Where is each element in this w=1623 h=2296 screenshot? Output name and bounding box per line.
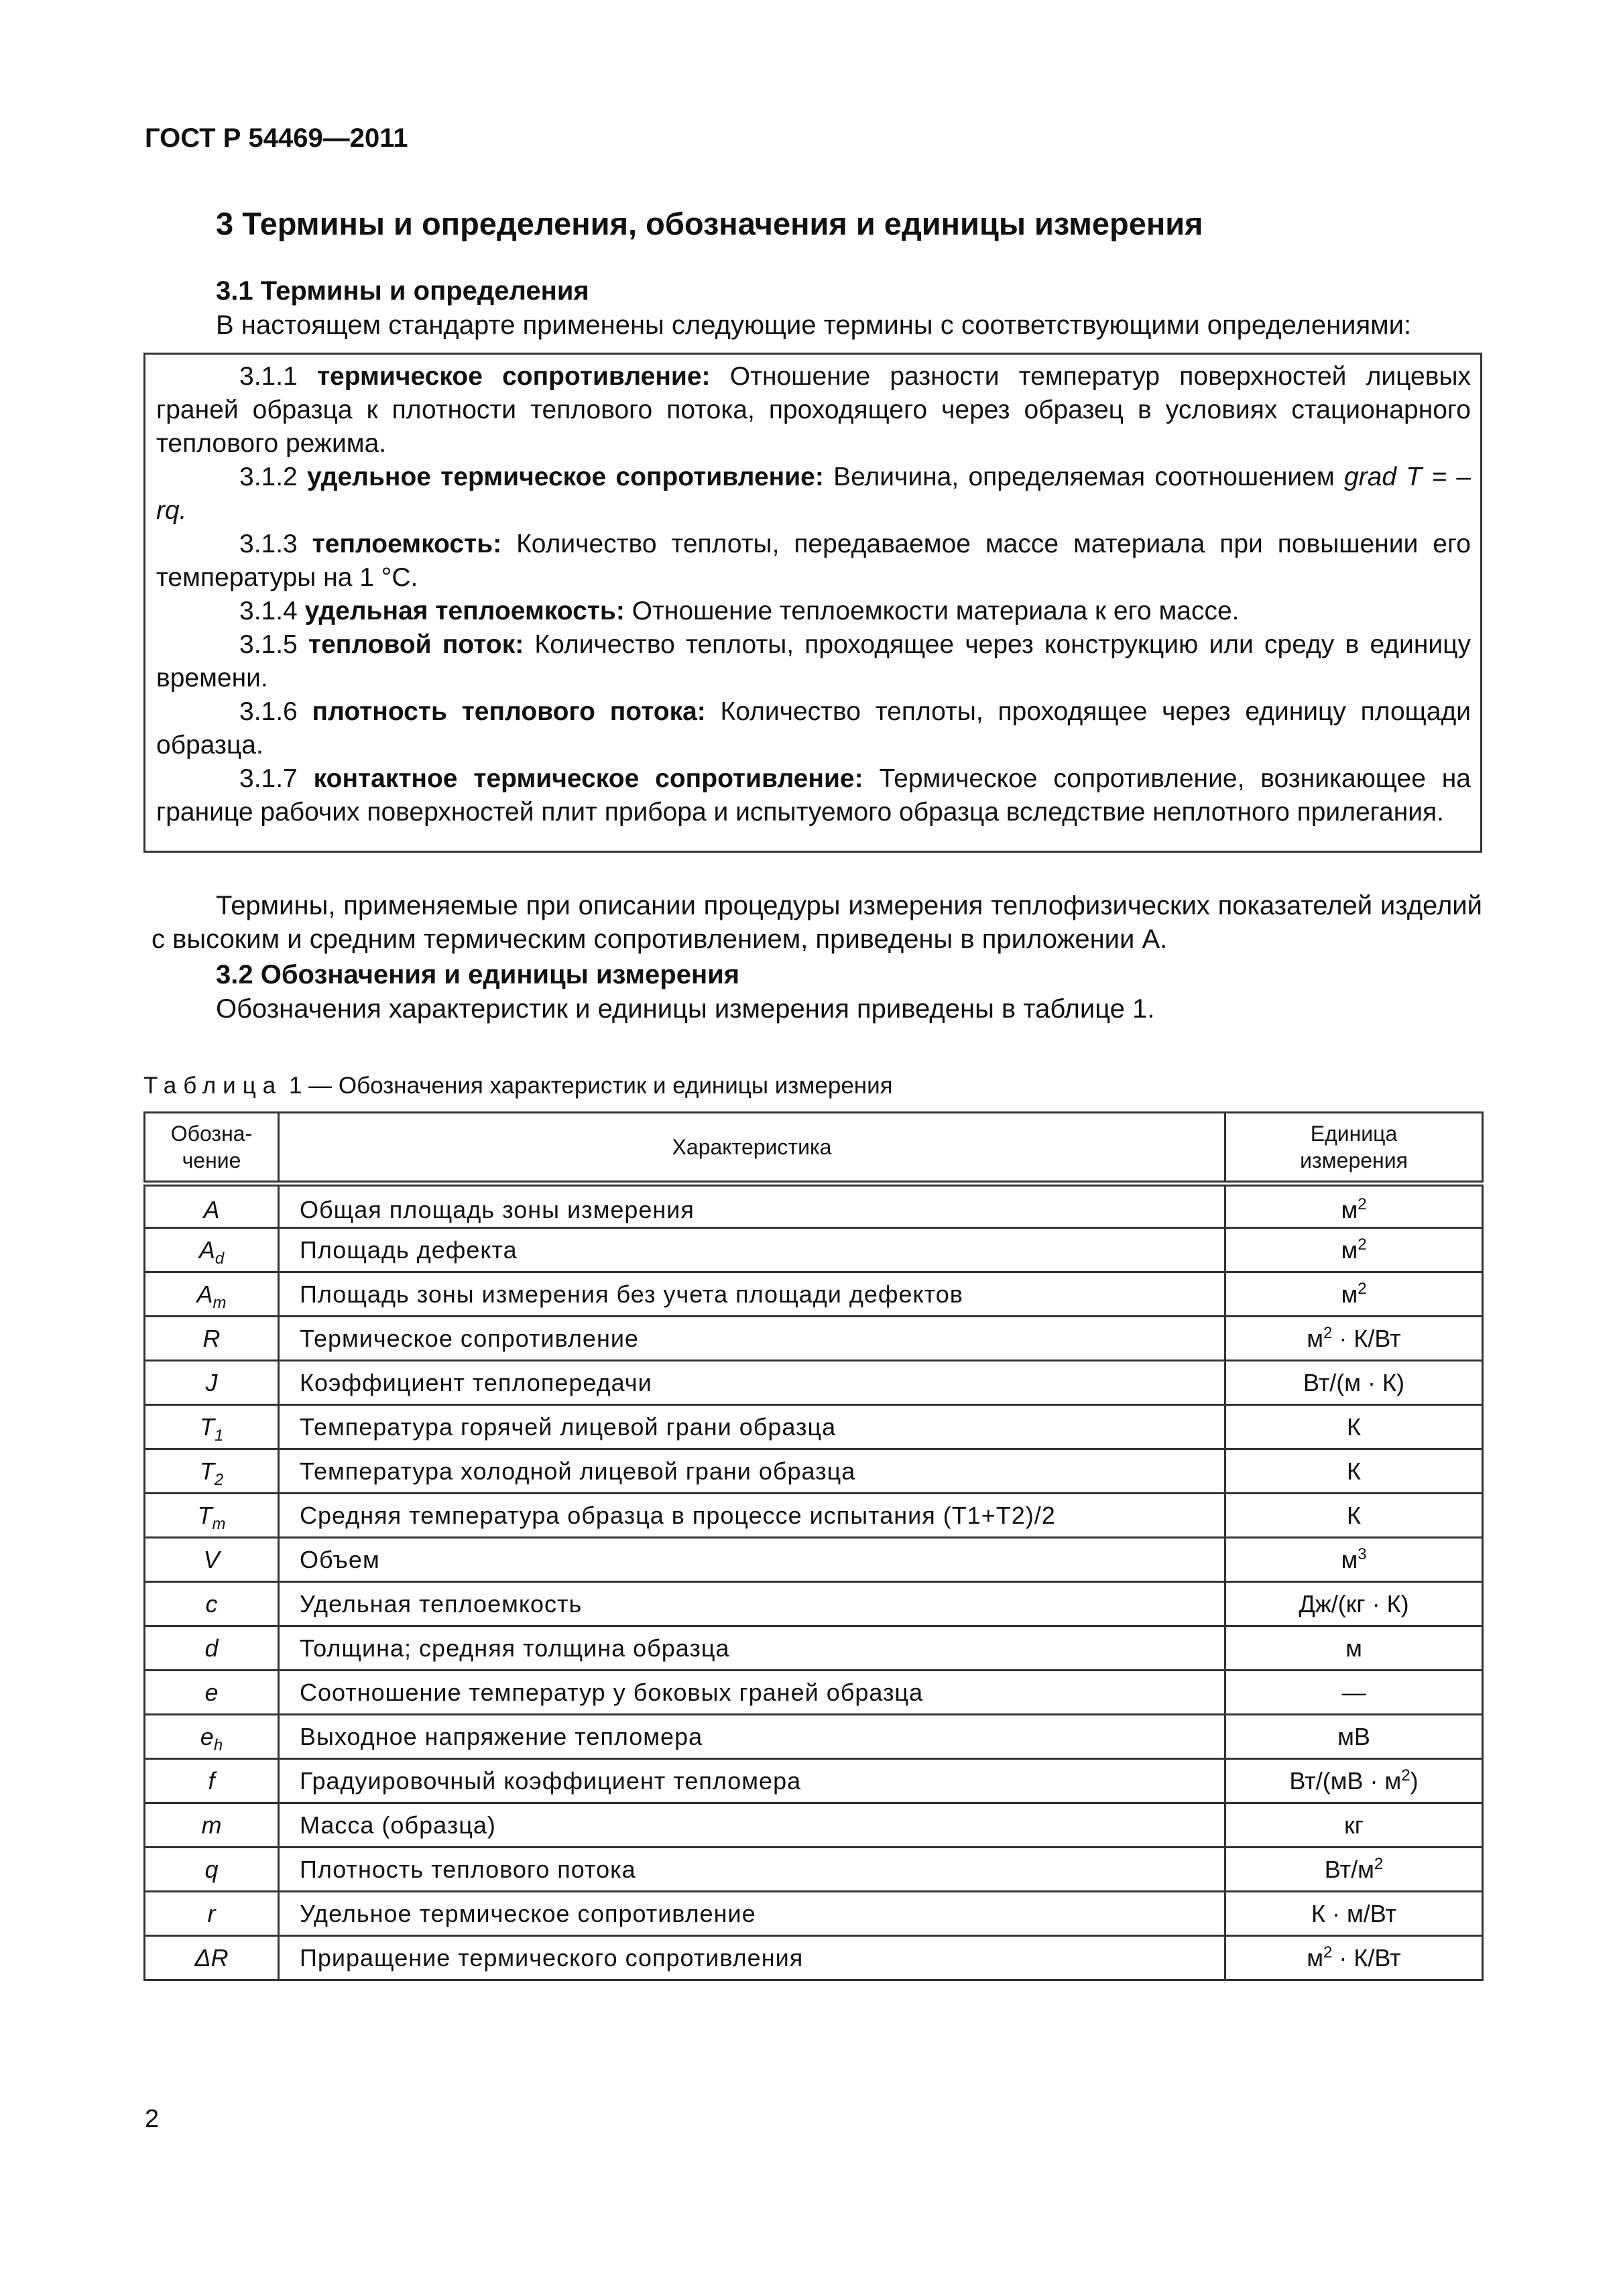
symbol-cell: e [145,1671,279,1715]
term-number: 3.1.7 [239,764,298,793]
subsection-3-1-heading: 3.1 Термины и определения [216,276,589,306]
characteristic-cell: Удельная теплоемкость [279,1582,1225,1626]
table-header-row [145,1113,1483,1184]
subsection-3-2-heading: 3.2 Обозначения и единицы измерения [216,960,740,989]
unit-cell: $м^2$ [1225,1184,1483,1228]
term-name: плотность теплового потока: [312,697,706,726]
table-row [145,1803,1483,1848]
characteristic-cell: Толщина; средняя толщина образца [279,1626,1225,1671]
table-row [145,1936,1483,1980]
symbol-cell: $T_m$ [145,1494,279,1538]
unit-cell: К [1225,1405,1483,1449]
table-row [145,1626,1483,1671]
characteristic-cell: Площадь зоны измерения без учета площади дефектов [279,1272,1225,1317]
header-characteristic: Характеристика [279,1113,1225,1184]
unit-cell: $м^2 \cdot К/Вт$ [1225,1936,1483,1980]
characteristic-cell: Средняя температура образца в процессе испытания (T1+T2)/2 [279,1494,1225,1538]
table-row [145,1228,1483,1272]
page-number: 2 [145,2105,160,2133]
symbol-cell: V [145,1538,279,1582]
term-number: 3.1.6 [239,697,298,726]
term-formula: grad T = – rq. [156,463,1471,525]
term-definition: Отношение разности температур поверхностей лицевых граней образца к плотности теплового потока, проходящего через образец в условиях стационарного теплового режима. [156,362,1471,458]
term-number: 3.1.4 [239,597,298,625]
table-row [145,1759,1483,1803]
term-name: теплоемкость: [312,530,502,558]
unit-cell: Вт/(м · К) [1225,1361,1483,1405]
header-symbol: Обозна- чение [145,1113,279,1184]
term-3-1-4 [156,595,1471,628]
term-number: 3.1.2 [239,463,298,491]
characteristic-cell: Объем [279,1538,1225,1582]
term-definition: Количество теплоты, передаваемое массе материала при повышении его температуры на 1 °C. [156,530,1471,592]
characteristic-cell: Коэффициент теплопередачи [279,1361,1225,1405]
unit-cell: К [1225,1494,1483,1538]
symbols-units-table [143,1111,1484,1981]
header-unit: Единица измерения [1225,1113,1483,1184]
symbol-cell: $T_2$ [145,1449,279,1494]
term-3-1-2 [156,461,1471,528]
symbol-cell: ΔR [145,1936,279,1980]
term-number: 3.1.5 [239,630,298,659]
table-row [145,1715,1483,1759]
symbol-cell: $A_d$ [145,1228,279,1272]
term-name: контактное термическое сопротивление: [313,764,863,793]
table-caption-text: 1 — Обозначения характеристик и единицы измерения [282,1073,893,1099]
term-definition: Величина, определяемая соотношением [833,463,1335,491]
document-code: ГОСТ Р 54469—2011 [145,123,408,153]
term-3-1-3 [156,528,1471,595]
term-name: тепловой поток: [308,630,524,659]
unit-cell: — [1225,1671,1483,1715]
term-3-1-5 [156,628,1471,695]
characteristic-cell: Общая площадь зоны измерения [279,1184,1225,1228]
table-row [145,1317,1483,1361]
term-definition: Отношение теплоемкости материала к его массе. [632,597,1240,625]
unit-cell: кг [1225,1803,1483,1848]
characteristic-cell: Масса (образца) [279,1803,1225,1848]
symbol-cell: $T_1$ [145,1405,279,1449]
section-heading: 3 Термины и определения, обозначения и единицы измерения [216,206,1203,241]
unit-cell: К [1225,1449,1483,1494]
unit-cell: $м^2$ [1225,1272,1483,1317]
term-name: термическое сопротивление: [316,362,711,391]
symbol-cell: q [145,1848,279,1892]
unit-cell: $Вт/(мВ \cdot м^2)$ [1225,1759,1483,1803]
table-row [145,1538,1483,1582]
term-3-1-1 [156,360,1471,461]
table-row [145,1449,1483,1494]
table-row [145,1405,1483,1449]
table-row [145,1494,1483,1538]
appendix-reference-paragraph: Термины, применяемые при описании процедуры измерения теплофизических показателей изделий с высоким и средним термическим сопротивлением, приведены в приложении А. [152,891,1482,954]
table-row [145,1892,1483,1936]
unit-cell: К · м/Вт [1225,1892,1483,1936]
unit-cell: Дж/(кг · К) [1225,1582,1483,1626]
symbol-cell: f [145,1759,279,1803]
symbol-cell: $e_h$ [145,1715,279,1759]
unit-cell: $м^2$ [1225,1228,1483,1272]
term-name: удельная теплоемкость: [304,597,625,625]
symbol-cell: m [145,1803,279,1848]
symbol-cell: d [145,1626,279,1671]
characteristic-cell: Приращение термического сопротивления [279,1936,1225,1980]
table-caption [143,1073,893,1099]
symbol-cell: r [145,1892,279,1936]
table-row [145,1671,1483,1715]
table-row [145,1848,1483,1892]
term-definition: Термическое сопротивление, возникающее на границе рабочих поверхностей плит прибора и испытуемого образца вследствие неплотного прилегания. [156,764,1471,827]
symbol-cell: c [145,1582,279,1626]
subsection-3-2-intro: Обозначения характеристик и единицы измерения приведены в таблице 1. [216,994,1155,1024]
term-name: удельное термическое сопротивление: [307,463,824,491]
characteristic-cell: Соотношение температур у боковых граней образца [279,1671,1225,1715]
characteristic-cell: Температура холодной лицевой грани образца [279,1449,1225,1494]
unit-cell: $м^2 \cdot К/Вт$ [1225,1317,1483,1361]
term-definition: Количество теплоты, проходящее через конструкцию или среду в единицу времени. [156,630,1471,692]
symbol-cell: R [145,1317,279,1361]
unit-cell: мВ [1225,1715,1483,1759]
term-number: 3.1.1 [239,362,298,391]
unit-cell: $м^3$ [1225,1538,1483,1582]
characteristic-cell: Выходное напряжение тепломера [279,1715,1225,1759]
characteristic-cell: Температура горячей лицевой грани образца [279,1405,1225,1449]
term-number: 3.1.3 [239,530,298,558]
subsection-3-1-intro: В настоящем стандарте применены следующие термины с соответствующими определениями: [216,310,1412,340]
symbol-cell: J [145,1361,279,1405]
symbol-cell: $A_m$ [145,1272,279,1317]
table-row [145,1582,1483,1626]
unit-cell: м [1225,1626,1483,1671]
term-3-1-6 [156,695,1471,762]
characteristic-cell: Плотность теплового потока [279,1848,1225,1892]
table-row [145,1361,1483,1405]
term-definition: Количество теплоты, проходящее через единицу площади образца. [156,697,1471,760]
symbol-cell: A [145,1184,279,1228]
unit-cell: $Вт/м^2$ [1225,1848,1483,1892]
table-row [145,1272,1483,1317]
term-3-1-7 [156,762,1471,829]
characteristic-cell: Термическое сопротивление [279,1317,1225,1361]
terms-definitions-box [143,353,1482,853]
characteristic-cell: Градуировочный коэффициент тепломера [279,1759,1225,1803]
table-row [145,1184,1483,1228]
characteristic-cell: Удельное термическое сопротивление [279,1892,1225,1936]
table-caption-word: Таблица [143,1073,283,1099]
characteristic-cell: Площадь дефекта [279,1228,1225,1272]
